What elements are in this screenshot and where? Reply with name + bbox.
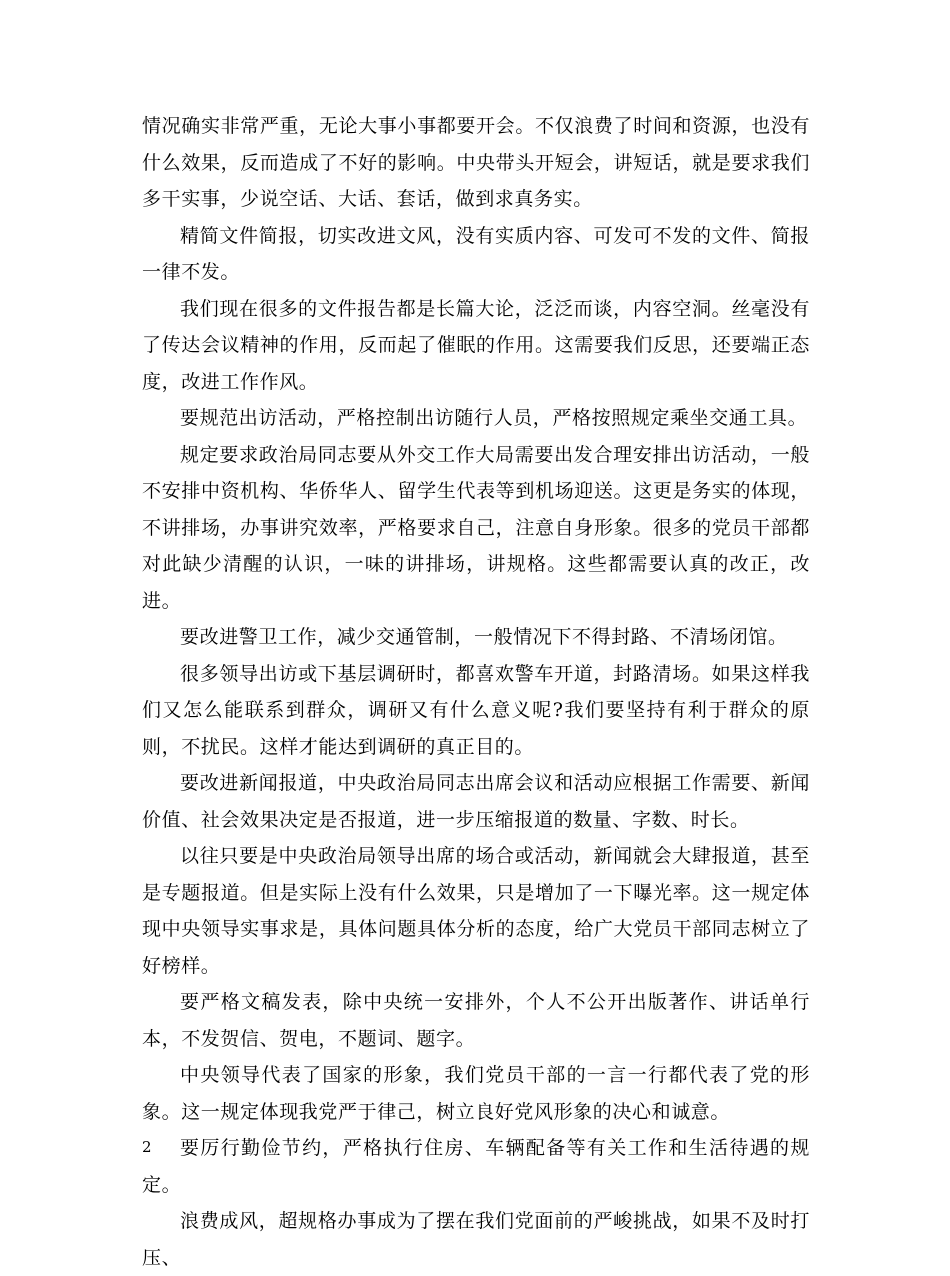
paragraph: 以往只要是中央政治局领导出席的场合或活动，新闻就会大肆报道，甚至是专题报道。但是实际上没有什么效果，只是增加了一下曝光率。这一规定体现中央领导实事求是，具体问题具体分析的态度，给广大党员干部同志树立了好榜样。 xyxy=(142,845,810,977)
paragraph: 浪费成风，超规格办事成为了摆在我们党面前的严峻挑战，如果不及时打压、 xyxy=(142,1210,810,1269)
document-body xyxy=(142,108,810,1276)
paragraph: 要改进新闻报道，中央政治局同志出席会议和活动应根据工作需要、新闻价值、社会效果决定是否报道，进一步压缩报道的数量、字数、时长。 xyxy=(142,772,810,831)
paragraph: 我们现在很多的文件报告都是长篇大论，泛泛而谈，内容空洞。丝毫没有了传达会议精神的作用，反而起了催眠的作用。这需要我们反思，还要端正态度，改进工作作风。 xyxy=(142,297,810,393)
paragraph: 要严格文稿发表，除中央统一安排外，个人不公开出版著作、讲话单行本，不发贺信、贺电，不题词、题字。 xyxy=(142,991,810,1050)
paragraph: 要厉行勤俭节约，严格执行住房、车辆配备等有关工作和生活待遇的规定。 xyxy=(142,1137,810,1196)
paragraph: 要改进警卫工作，减少交通管制，一般情况下不得封路、不清场闭馆。 xyxy=(180,626,788,648)
paragraph: 规定要求政治局同志要从外交工作大局需要出发合理安排出访活动，一般不安排中资机构、华侨华人、留学生代表等到机场迎送。这更是务实的体现，不讲排场，办事讲究效率，严格要求自己，注意自身形象。很多的党员干部都对此缺少清醒的认识，一味的讲排场，讲规格。这些都需要认真的改正，改进。 xyxy=(142,443,810,612)
page-number: 2 xyxy=(142,1138,152,1156)
paragraph: 中央领导代表了国家的形象，我们党员干部的一言一行都代表了党的形象。这一规定体现我党严于律己，树立良好党风形象的决心和诚意。 xyxy=(142,1064,810,1123)
paragraph: 要规范出访活动，严格控制出访随行人员，严格按照规定乘坐交通工具。 xyxy=(180,407,808,429)
paragraph: 情况确实非常严重，无论大事小事都要开会。不仅浪费了时间和资源，也没有什么效果，反而造成了不好的影响。中央带头开短会，讲短话，就是要求我们多干实事，少说空话、大话、套话，做到求真务实。 xyxy=(142,115,810,210)
paragraph: 精简文件简报，切实改进文风，没有实质内容、可发可不发的文件、简报一律不发。 xyxy=(142,224,810,283)
paragraph: 很多领导出访或下基层调研时，都喜欢警车开道，封路清场。如果这样我们又怎么能联系到群众，调研又有什么意义呢?我们要坚持有利于群众的原则，不扰民。这样才能达到调研的真正目的。 xyxy=(142,662,810,758)
